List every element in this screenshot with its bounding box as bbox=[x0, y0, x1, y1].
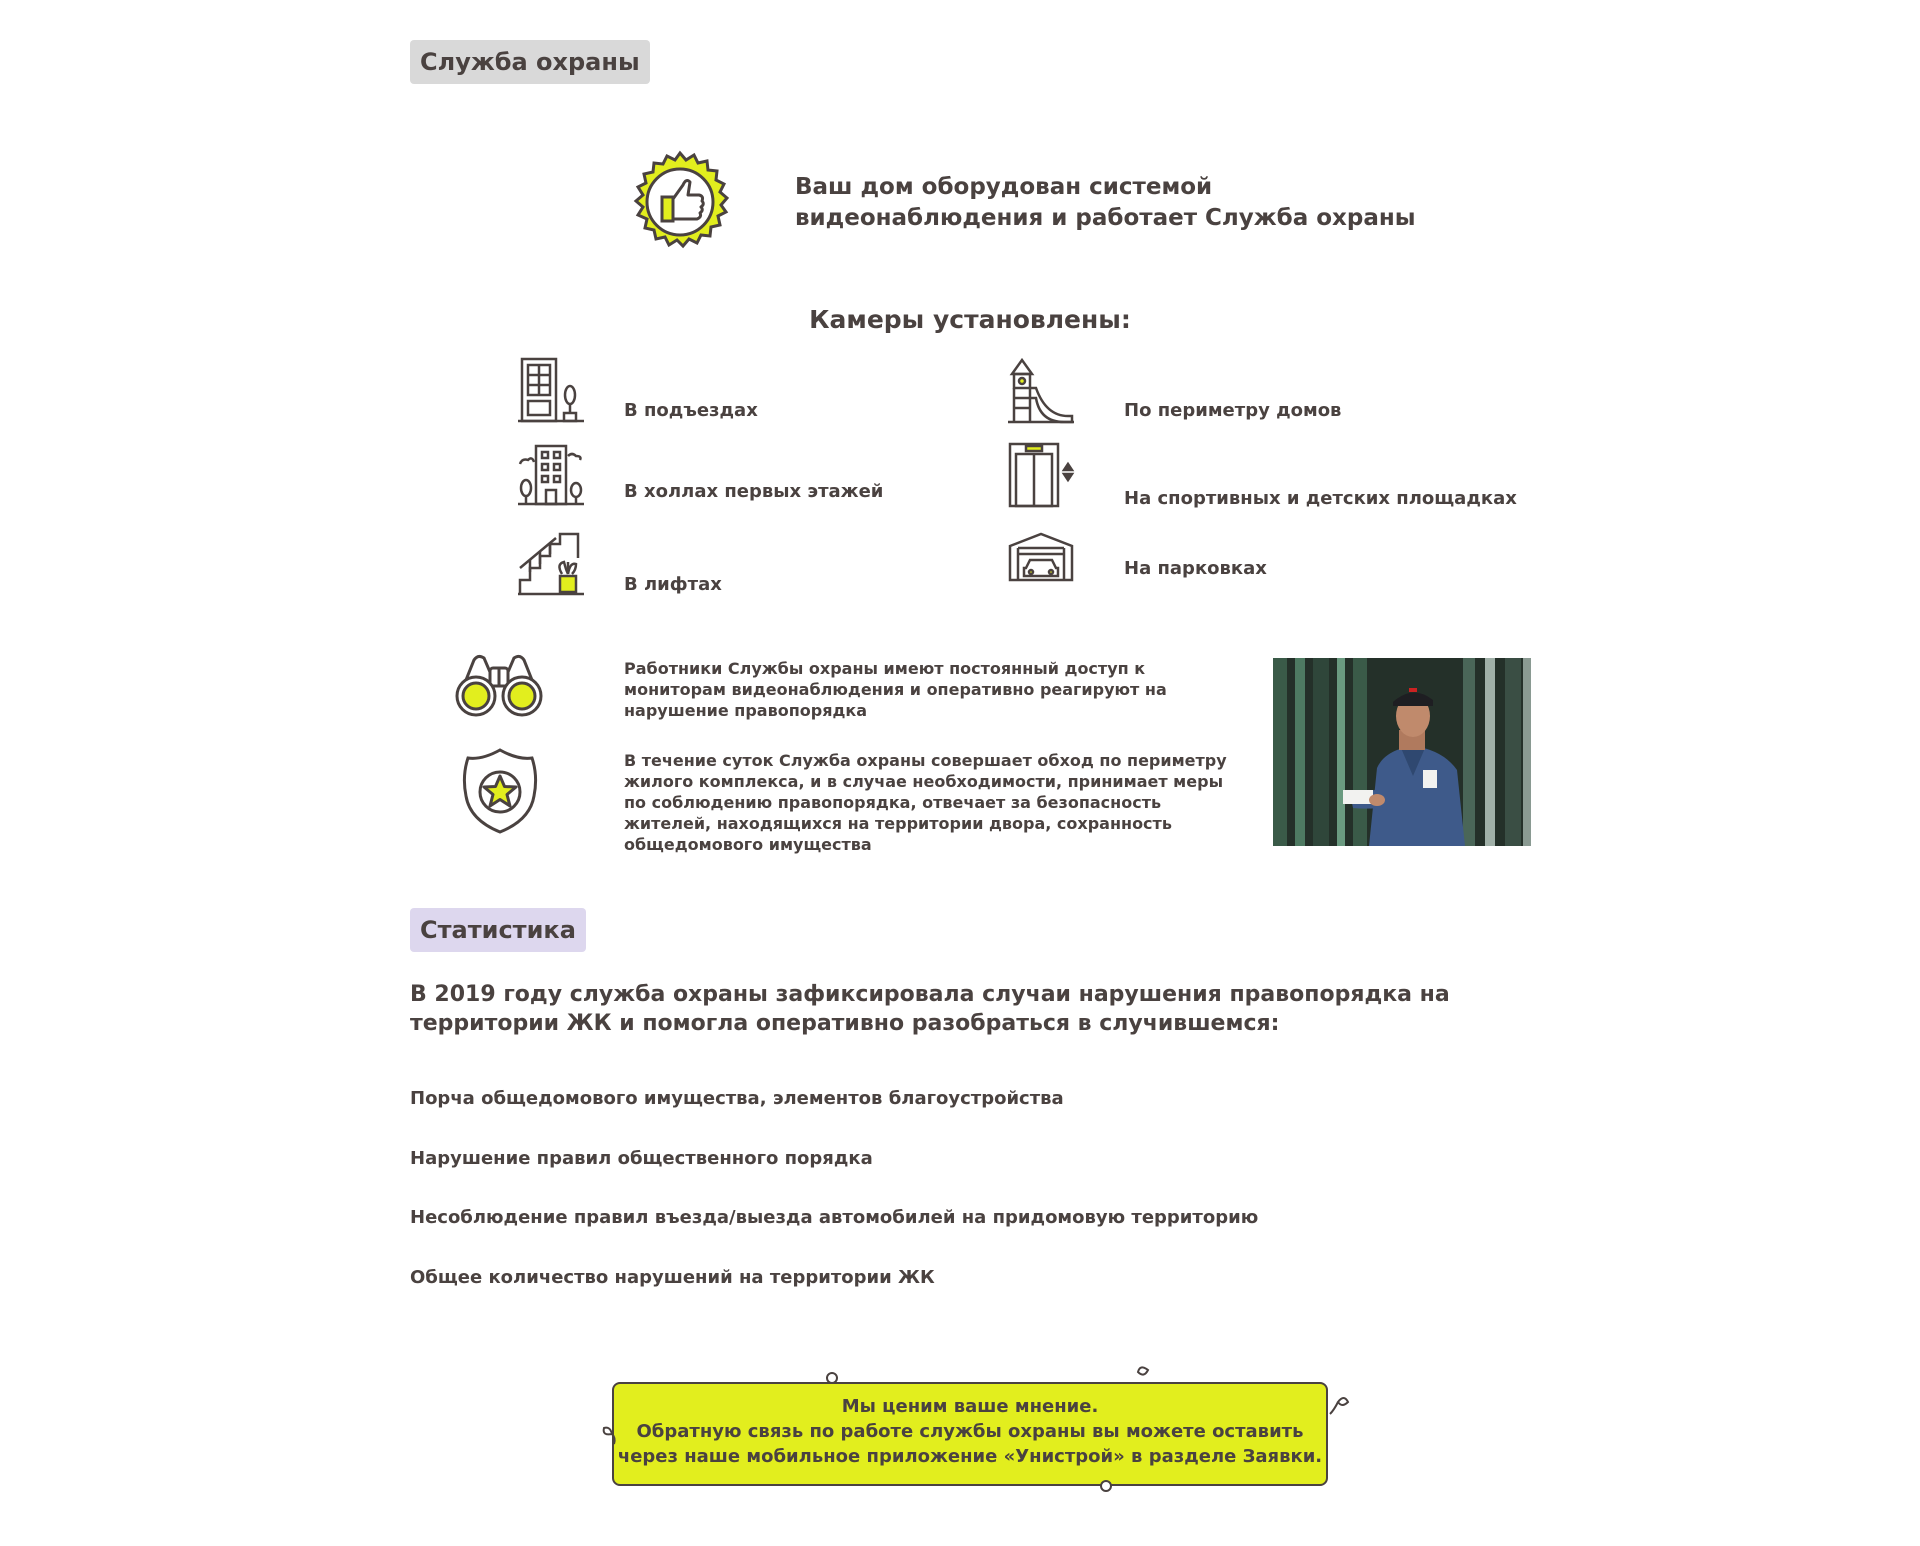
intro-line-1: Ваш дом оборудован системой bbox=[795, 174, 1213, 200]
camera-location-label: В подъездах bbox=[624, 400, 758, 421]
elevator-icon bbox=[1006, 440, 1076, 510]
stat-item: Нарушение правил общественного порядка bbox=[410, 1148, 873, 1169]
stat-item: Порча общедомового имущества, элементов благоустройства bbox=[410, 1088, 1064, 1109]
camera-location-label: В холлах первых этажей bbox=[624, 481, 884, 502]
security-guard-photo bbox=[1273, 658, 1531, 846]
section-label-stats: Статистика bbox=[410, 908, 586, 952]
camera-location-label: На спортивных и детских площадках bbox=[1124, 488, 1517, 509]
cameras-title: Камеры установлены: bbox=[809, 305, 1131, 334]
feedback-line-3: через наше мобильное приложение «Унистрой» в разделе Заявки. bbox=[617, 1446, 1323, 1467]
thumbs-up-seal-icon bbox=[628, 150, 732, 254]
monitoring-text: Работники Службы охраны имеют постоянный доступ к мониторам видеонаблюдения и оперативно реагируют на нарушение правопорядка bbox=[624, 659, 1167, 720]
feedback-line-2: Обратную связь по работе службы охраны вы можете оставить bbox=[636, 1421, 1304, 1442]
stat-item: Общее количество нарушений на территории ЖК bbox=[410, 1267, 935, 1288]
stat-item: Несоблюдение правил въезда/выезда автомобилей на придомовую территорию bbox=[410, 1207, 1259, 1228]
feedback-line-1: Мы ценим ваше мнение. bbox=[841, 1396, 1099, 1417]
binoculars-icon bbox=[452, 650, 546, 720]
intro-line-2: видеонаблюдения и работает Служба охраны bbox=[795, 205, 1416, 231]
patrol-text: В течение суток Служба охраны совершает обход по периметру жилого комплекса, и в случае необходимости, принимает меры по соблюдению правопорядка, отвечает за безопасность жителей, находящихся на территории двора, сохранность общедомового имущества bbox=[624, 751, 1227, 854]
police-badge-icon bbox=[460, 746, 540, 836]
decorative-vine-icon bbox=[592, 1364, 1352, 1504]
intro-text bbox=[795, 172, 1416, 234]
camera-location-label: По периметру домов bbox=[1124, 400, 1342, 421]
entrance-door-icon bbox=[516, 355, 586, 425]
staircase-plant-icon bbox=[516, 528, 586, 598]
stats-heading: В 2019 году служба охраны зафиксировала случаи нарушения правопорядка на территории ЖК и помогла оперативно разобраться в случившемся: bbox=[410, 982, 1450, 1036]
camera-location-label: В лифтах bbox=[624, 574, 722, 595]
apartment-building-icon bbox=[516, 440, 586, 508]
garage-car-icon bbox=[1006, 530, 1076, 584]
playground-slide-icon bbox=[1006, 356, 1076, 426]
section-label-security: Служба охраны bbox=[410, 40, 650, 84]
camera-location-label: На парковках bbox=[1124, 558, 1267, 579]
